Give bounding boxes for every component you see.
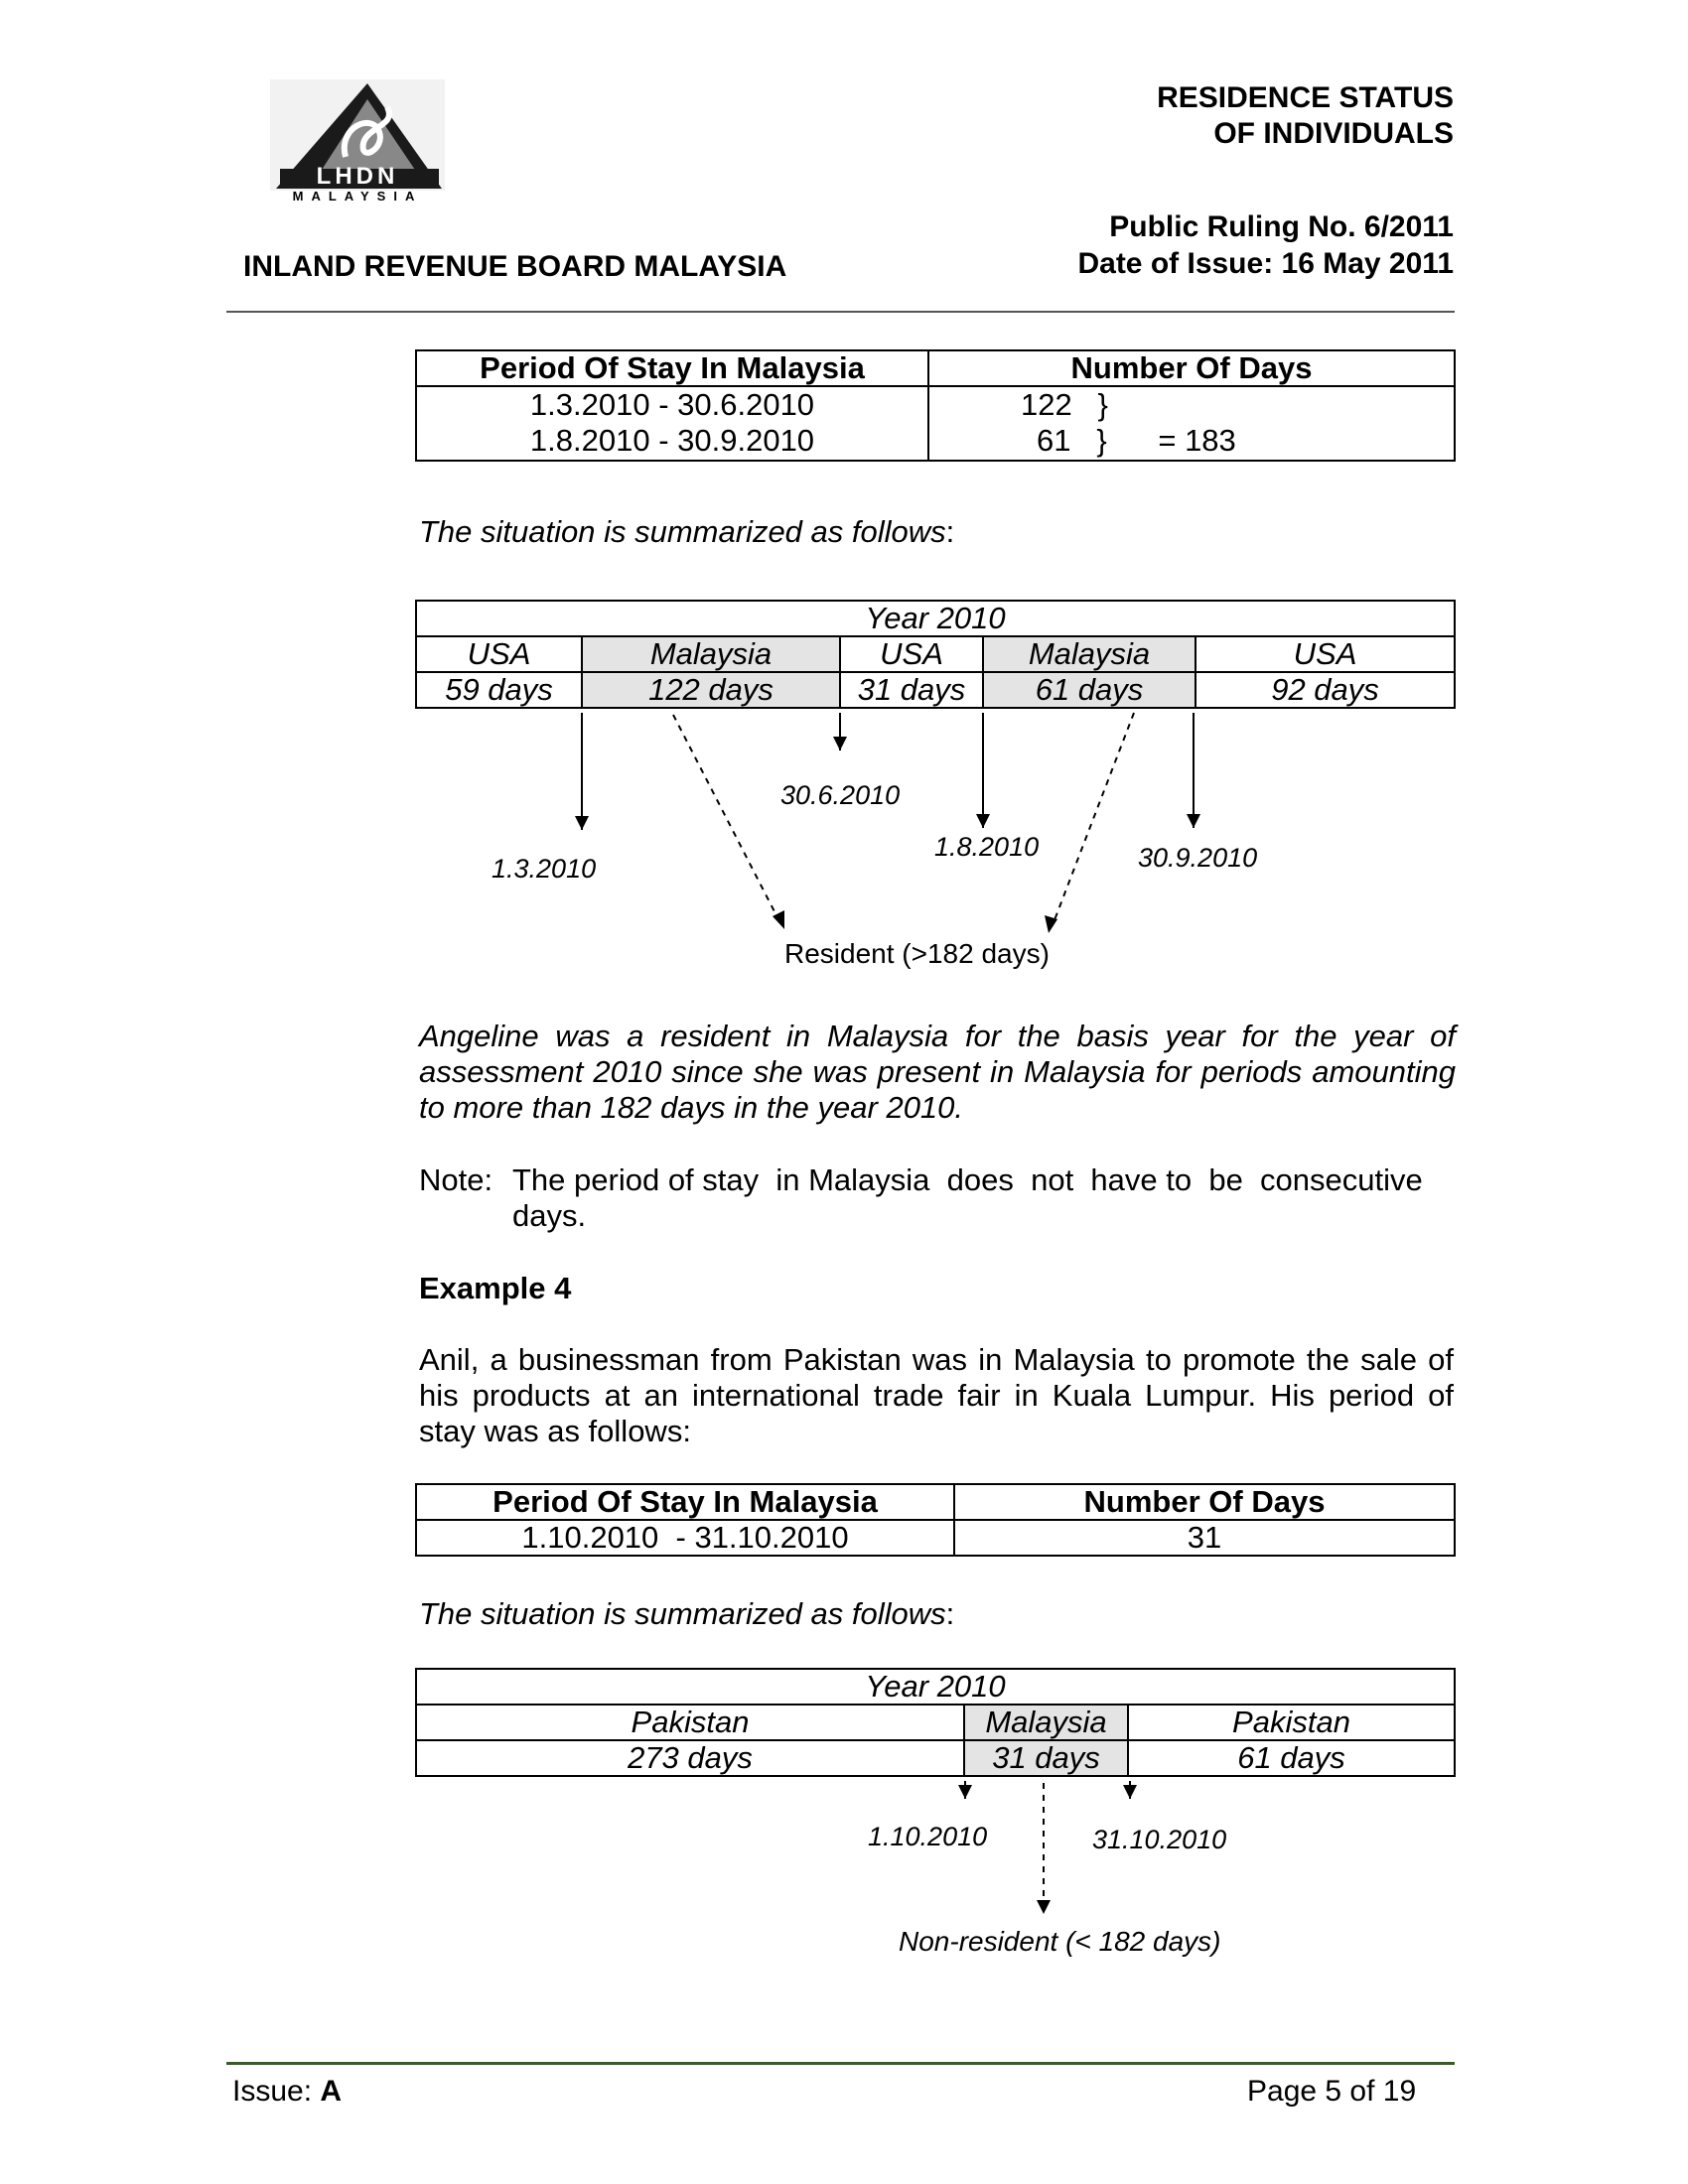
- footer-divider: [226, 2062, 1455, 2065]
- timeline1-result: Resident (>182 days): [784, 938, 1050, 969]
- arrowhead-31-10-2010: [1123, 1785, 1137, 1799]
- summary-intro-2: The situation is summarized as follows:: [419, 1596, 955, 1631]
- timeline2-days-2: 31 days: [964, 1740, 1128, 1776]
- table1-col-days-header: Number Of Days: [928, 350, 1455, 386]
- doc-title-line1: RESIDENCE STATUS: [1157, 81, 1454, 114]
- arrowhead-1-10-2010: [958, 1785, 972, 1799]
- timeline2-date-1: 1.10.2010: [868, 1822, 988, 1851]
- issue-value: A: [320, 2075, 343, 2108]
- timeline1-days-1: 59 days: [416, 672, 582, 708]
- table1-period-row-2: 1.8.2010 - 30.9.2010: [529, 423, 815, 458]
- timeline1-country-2: Malaysia: [582, 636, 840, 672]
- note-label: Note:: [419, 1162, 493, 1197]
- page-number: Page 5 of 19: [1247, 2075, 1417, 2108]
- note-text: The period of stay in Malaysia does not have to be consecutive days.: [512, 1162, 1432, 1233]
- dashed-arrowhead-center: [1037, 1900, 1051, 1914]
- organization-name: INLAND REVENUE BOARD MALAYSIA: [243, 250, 787, 283]
- summary-intro-1: The situation is summarized as follows:: [419, 514, 955, 549]
- timeline2-country-2: Malaysia: [964, 1705, 1128, 1740]
- timeline1-date-3: 1.8.2010: [934, 832, 1040, 862]
- timeline1-country-3: USA: [840, 636, 983, 672]
- timeline2-date-2: 31.10.2010: [1092, 1825, 1227, 1854]
- conclusion-paragraph: Angeline was a resident in Malaysia for the basis year for the year of assessment 2010 since she was present in Malaysia for periods amounting to more than 182 days in the year 2010.: [419, 1019, 1456, 1125]
- timeline2-days-3: 61 days: [1128, 1740, 1455, 1776]
- timeline2-country-3: Pakistan: [1128, 1705, 1455, 1740]
- timeline1-year: Year 2010: [416, 601, 1455, 636]
- timeline2-days-1: 273 days: [416, 1740, 964, 1776]
- date-of-issue: Date of Issue: 16 May 2011: [1077, 247, 1454, 280]
- logo-subtext: MALAYSIA: [292, 189, 423, 204]
- timeline1-country-1: USA: [416, 636, 582, 672]
- example-heading: Example 4: [419, 1271, 572, 1305]
- timeline1-date-1: 1.3.2010: [492, 854, 597, 884]
- example-paragraph: Anil, a businessman from Pakistan was in Malaysia to promote the sale of his products at an international trade fair in Kuala Lumpur. His period of stay was as follows:: [419, 1342, 1454, 1448]
- timeline1-date-4: 30.9.2010: [1138, 843, 1258, 873]
- table2-col-days-header: Number Of Days: [954, 1484, 1455, 1520]
- timeline1-days-3: 31 days: [840, 672, 983, 708]
- doc-title-line2: OF INDIVIDUALS: [1213, 117, 1454, 150]
- timeline1-country-5: USA: [1196, 636, 1455, 672]
- table1-col-period-header: Period Of Stay In Malaysia: [416, 350, 928, 386]
- issue-label: Issue: A: [232, 2075, 343, 2108]
- timeline2-year: Year 2010: [416, 1669, 1455, 1705]
- timeline1-days-2: 122 days: [582, 672, 840, 708]
- table1-days-row-1: 122 }: [1021, 387, 1108, 422]
- table1-period-row-1: 1.3.2010 - 30.6.2010: [529, 387, 815, 422]
- table2-col-period-header: Period Of Stay In Malaysia: [416, 1484, 954, 1520]
- table1-days-row-2: 61 } = 183: [1037, 423, 1236, 458]
- timeline1-days-4: 61 days: [983, 672, 1196, 708]
- timeline1-days-5: 92 days: [1196, 672, 1455, 708]
- timeline2-country-1: Pakistan: [416, 1705, 964, 1740]
- public-ruling-number: Public Ruling No. 6/2011: [1109, 210, 1454, 243]
- logo-wordmark: LHDN: [316, 163, 399, 190]
- table2-period-row-1: 1.10.2010 - 31.10.2010: [416, 1520, 954, 1556]
- timeline1-country-4: Malaysia: [983, 636, 1196, 672]
- timeline2-result: Non-resident (< 182 days): [899, 1926, 1221, 1957]
- timeline1-date-2: 30.6.2010: [780, 780, 901, 810]
- table2-days-row-1: 31: [954, 1520, 1455, 1556]
